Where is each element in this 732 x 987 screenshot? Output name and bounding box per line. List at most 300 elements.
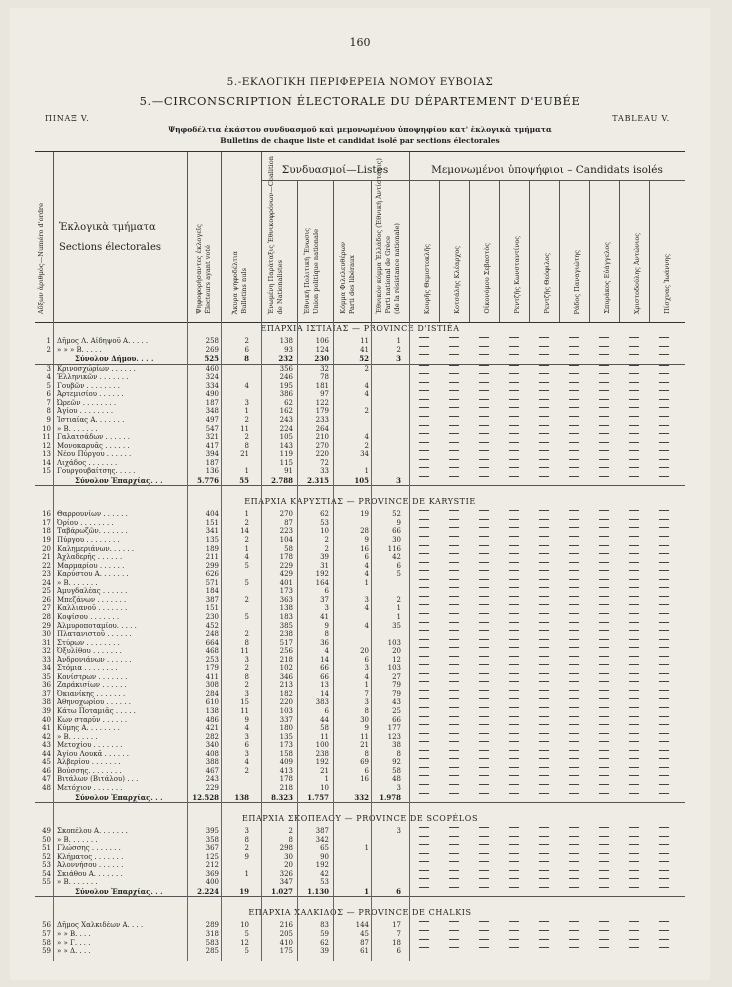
empty-cell-dash bbox=[479, 681, 489, 682]
empty-cell-dash bbox=[419, 399, 429, 400]
cell-value: 189 bbox=[205, 544, 219, 553]
cell-value: 1.130 bbox=[307, 886, 329, 896]
empty-cell-dash bbox=[599, 698, 609, 699]
empty-cell-dash bbox=[509, 613, 519, 614]
cell-value: 105 bbox=[354, 475, 369, 485]
empty-cell-dash bbox=[539, 346, 549, 347]
empty-cell-dash bbox=[629, 613, 639, 614]
cell-value: 2 bbox=[364, 441, 369, 450]
column-rule bbox=[187, 321, 188, 961]
col-header-candidate-4: Ρεντζῆς Κωνσταντίνος bbox=[513, 236, 521, 314]
row-number: 56 bbox=[42, 921, 51, 930]
empty-cell-dash bbox=[659, 545, 669, 546]
cell-value: 9 bbox=[364, 536, 369, 544]
empty-cell-dash bbox=[449, 459, 459, 460]
empty-cell-dash bbox=[629, 562, 639, 563]
cell-value: 104 bbox=[279, 536, 293, 544]
col-header-candidate-3: Οἰκονόμου Σεβαστὸς bbox=[483, 243, 491, 314]
empty-cell-dash bbox=[539, 553, 549, 554]
empty-cell-dash bbox=[659, 346, 669, 347]
empty-cell-dash bbox=[599, 630, 609, 631]
empty-cell-dash bbox=[479, 510, 489, 511]
empty-cell-dash bbox=[479, 579, 489, 580]
empty-cell-dash bbox=[569, 664, 579, 665]
cell-value: 138 bbox=[205, 707, 219, 715]
cell-value: 103 bbox=[387, 638, 401, 647]
empty-cell-dash bbox=[659, 459, 669, 460]
cell-value: 21 bbox=[240, 450, 249, 459]
empty-cell-dash bbox=[599, 545, 609, 546]
empty-cell-dash bbox=[509, 407, 519, 408]
row-number: 23 bbox=[42, 570, 51, 579]
cell-value: 179 bbox=[205, 664, 219, 673]
empty-cell-dash bbox=[569, 673, 579, 674]
empty-cell-dash bbox=[659, 656, 669, 657]
cell-value: 218 bbox=[279, 655, 293, 664]
empty-cell-dash bbox=[509, 887, 519, 888]
section-name: » » Δ. . . . bbox=[57, 947, 91, 956]
cell-value: 69 bbox=[360, 758, 369, 767]
section-name: Καρύστου Α. . . . . . . bbox=[57, 570, 129, 579]
row-number: 11 bbox=[42, 433, 51, 442]
empty-cell-dash bbox=[599, 664, 609, 665]
empty-cell-dash bbox=[659, 793, 669, 794]
empty-cell-dash bbox=[539, 527, 549, 528]
section-name: Βούσσης. . . . . . . . bbox=[57, 766, 122, 775]
cell-value: 6 bbox=[324, 707, 329, 715]
cell-value: 123 bbox=[387, 732, 401, 741]
empty-cell-dash bbox=[449, 613, 459, 614]
cell-value: 238 bbox=[315, 749, 329, 758]
empty-cell-dash bbox=[509, 545, 519, 546]
empty-cell-dash bbox=[539, 442, 549, 443]
row-number: 18 bbox=[42, 527, 51, 536]
cell-value: 264 bbox=[315, 424, 329, 433]
cell-value: 11 bbox=[240, 707, 249, 715]
empty-cell-dash bbox=[569, 442, 579, 443]
empty-cell-dash bbox=[569, 861, 579, 862]
empty-cell-dash bbox=[479, 844, 489, 845]
empty-cell-dash bbox=[569, 545, 579, 546]
empty-cell-dash bbox=[419, 545, 429, 546]
empty-cell-dash bbox=[539, 399, 549, 400]
empty-cell-dash bbox=[659, 407, 669, 408]
cell-value: 394 bbox=[205, 450, 219, 459]
empty-cell-dash bbox=[629, 527, 639, 528]
cell-value: 4 bbox=[364, 561, 369, 570]
col-header-candidate-7: Σπυράκος Εὐάγγελος bbox=[603, 242, 611, 314]
cell-value: 116 bbox=[387, 544, 401, 553]
row-number: 22 bbox=[42, 561, 51, 570]
section-name: Δῆμος Χαλκιδέων Α. . . . bbox=[57, 921, 144, 930]
empty-cell-dash bbox=[449, 365, 459, 366]
cell-value: 3 bbox=[364, 698, 369, 707]
cell-value: 35 bbox=[392, 621, 401, 630]
empty-cell-dash bbox=[419, 450, 429, 451]
empty-cell-dash bbox=[419, 425, 429, 426]
empty-cell-dash bbox=[539, 373, 549, 374]
empty-cell-dash bbox=[419, 365, 429, 366]
cell-value: 6 bbox=[364, 553, 369, 562]
cell-value: 17 bbox=[392, 921, 401, 930]
cell-value: 248 bbox=[205, 630, 219, 639]
empty-cell-dash bbox=[659, 536, 669, 537]
empty-cell-dash bbox=[449, 887, 459, 888]
empty-cell-dash bbox=[509, 707, 519, 708]
empty-cell-dash bbox=[629, 365, 639, 366]
empty-cell-dash bbox=[449, 442, 459, 443]
section-name: Θαρρουνίων . . . . . . bbox=[57, 510, 128, 519]
cell-value: 195 bbox=[279, 381, 293, 390]
empty-cell-dash bbox=[509, 510, 519, 511]
empty-cell-dash bbox=[629, 681, 639, 682]
cell-value: 61 bbox=[360, 947, 369, 956]
cell-value: 4 bbox=[244, 381, 249, 390]
cell-value: 173 bbox=[279, 587, 293, 596]
empty-cell-dash bbox=[659, 639, 669, 640]
empty-cell-dash bbox=[419, 921, 429, 922]
empty-cell-dash bbox=[599, 553, 609, 554]
empty-cell-dash bbox=[479, 870, 489, 871]
cell-value: 31 bbox=[320, 561, 329, 570]
empty-cell-dash bbox=[509, 382, 519, 383]
empty-cell-dash bbox=[599, 750, 609, 751]
empty-cell-dash bbox=[599, 707, 609, 708]
empty-cell-dash bbox=[479, 750, 489, 751]
cell-value: 490 bbox=[205, 390, 219, 399]
cell-value: 11 bbox=[320, 732, 329, 741]
empty-cell-dash bbox=[509, 750, 519, 751]
candidates-group-header: Μεμονωμένοι ὑποψήφιοι – Candidats isolés bbox=[431, 164, 663, 176]
cell-value: 211 bbox=[205, 553, 219, 562]
cell-value: 5 bbox=[244, 561, 249, 570]
empty-cell-dash bbox=[569, 767, 579, 768]
cell-value: 119 bbox=[279, 450, 293, 459]
column-rule bbox=[53, 321, 54, 961]
empty-cell-dash bbox=[599, 741, 609, 742]
cell-value: 525 bbox=[204, 354, 219, 364]
empty-cell-dash bbox=[509, 870, 519, 871]
cell-value: 151 bbox=[205, 518, 219, 527]
empty-cell-dash bbox=[509, 337, 519, 338]
empty-cell-dash bbox=[569, 459, 579, 460]
empty-cell-dash bbox=[449, 425, 459, 426]
cell-value: 346 bbox=[279, 672, 293, 681]
province-heading: ΕΠΑΡΧΙΑ ΙΣΤΙΑΙΑΣ — PROVINCE D'ISTIÉA bbox=[260, 324, 460, 333]
row-number: 13 bbox=[42, 450, 51, 459]
empty-cell-dash bbox=[419, 647, 429, 648]
empty-cell-dash bbox=[659, 921, 669, 922]
empty-cell-dash bbox=[509, 579, 519, 580]
empty-cell-dash bbox=[599, 354, 609, 355]
section-name: Ἁγίου Λουκᾶ . . . . . . bbox=[57, 749, 130, 758]
empty-cell-dash bbox=[539, 450, 549, 451]
empty-cell-dash bbox=[509, 947, 519, 948]
col-header-section: Ἐκλογικὰ τμήματα bbox=[59, 222, 156, 233]
empty-cell-dash bbox=[419, 853, 429, 854]
section-name: Μετόχιον . . . . . . . bbox=[57, 783, 123, 792]
empty-cell-dash bbox=[629, 639, 639, 640]
cell-value: 4 bbox=[364, 604, 369, 613]
empty-cell-dash bbox=[539, 673, 549, 674]
cell-value: 467 bbox=[205, 766, 219, 775]
empty-cell-dash bbox=[629, 930, 639, 931]
empty-cell-dash bbox=[659, 947, 669, 948]
cell-value: 8 bbox=[324, 630, 329, 639]
cell-value: 4 bbox=[364, 433, 369, 442]
empty-cell-dash bbox=[419, 698, 429, 699]
empty-cell-dash bbox=[539, 536, 549, 537]
empty-cell-dash bbox=[449, 596, 459, 597]
cell-value: 12 bbox=[392, 655, 401, 664]
empty-cell-dash bbox=[569, 416, 579, 417]
empty-cell-dash bbox=[479, 775, 489, 776]
empty-cell-dash bbox=[659, 750, 669, 751]
empty-cell-dash bbox=[449, 570, 459, 571]
section-name: Μετοχίου . . . . . . . bbox=[57, 741, 123, 750]
empty-cell-dash bbox=[419, 724, 429, 725]
empty-cell-dash bbox=[479, 690, 489, 691]
section-divider bbox=[35, 896, 685, 897]
empty-cell-dash bbox=[509, 476, 519, 477]
empty-cell-dash bbox=[509, 758, 519, 759]
empty-cell-dash bbox=[629, 433, 639, 434]
cell-value: 3 bbox=[244, 689, 249, 698]
empty-cell-dash bbox=[629, 741, 639, 742]
cell-value: 332 bbox=[354, 792, 369, 802]
empty-cell-dash bbox=[599, 784, 609, 785]
empty-cell-dash bbox=[479, 450, 489, 451]
empty-cell-dash bbox=[539, 664, 549, 665]
row-number: 58 bbox=[42, 938, 51, 947]
cell-value: 401 bbox=[279, 578, 293, 587]
empty-cell-dash bbox=[509, 656, 519, 657]
empty-cell-dash bbox=[449, 630, 459, 631]
cell-value: 246 bbox=[279, 373, 293, 382]
section-name: Ὀξυλίθου . . . . . . . bbox=[57, 647, 122, 656]
cell-value: 2 bbox=[244, 844, 249, 853]
empty-cell-dash bbox=[659, 775, 669, 776]
empty-cell-dash bbox=[539, 930, 549, 931]
cell-value: 1.978 bbox=[379, 792, 401, 802]
empty-cell-dash bbox=[629, 416, 639, 417]
empty-cell-dash bbox=[569, 587, 579, 588]
empty-cell-dash bbox=[449, 784, 459, 785]
empty-cell-dash bbox=[629, 545, 639, 546]
row-number: 24 bbox=[42, 578, 51, 587]
section-name: Γλώσσης . . . . . . . bbox=[57, 844, 121, 853]
empty-cell-dash bbox=[449, 579, 459, 580]
cell-value: 2 bbox=[396, 595, 401, 604]
row-number: 41 bbox=[42, 724, 51, 733]
cell-value: 321 bbox=[205, 433, 219, 442]
empty-cell-dash bbox=[479, 878, 489, 879]
row-number: 39 bbox=[42, 707, 51, 715]
empty-cell-dash bbox=[539, 681, 549, 682]
empty-cell-dash bbox=[419, 947, 429, 948]
cell-value: 8 bbox=[364, 749, 369, 758]
cell-value: 5 bbox=[244, 930, 249, 938]
empty-cell-dash bbox=[569, 373, 579, 374]
empty-cell-dash bbox=[509, 416, 519, 417]
cell-value: 318 bbox=[205, 930, 219, 938]
cell-value: 13 bbox=[320, 681, 329, 690]
empty-cell-dash bbox=[539, 562, 549, 563]
subtitle-greek: Ψηφοδέλτια ἑκάστου συνδυασμοῦ καὶ μεμονωμένου ὑποψηφίου κατ' ἐκλογικὰ τμήματα bbox=[168, 125, 552, 134]
row-number: 1 bbox=[46, 337, 51, 345]
empty-cell-dash bbox=[599, 861, 609, 862]
col-header-list4: Ἐθνικὸν κόμμα Ἑλλάδος (Ἐθνικὴ Ἀντίστασις) bbox=[375, 158, 383, 314]
empty-cell-dash bbox=[479, 476, 489, 477]
section-name: Ἀλμυροποταμίου. . . . . bbox=[57, 621, 137, 630]
cell-value: 6 bbox=[396, 886, 401, 896]
cell-value: 5 bbox=[396, 570, 401, 579]
empty-cell-dash bbox=[419, 337, 429, 338]
empty-cell-dash bbox=[509, 673, 519, 674]
empty-cell-dash bbox=[539, 861, 549, 862]
empty-cell-dash bbox=[599, 450, 609, 451]
cell-value: 3 bbox=[396, 475, 401, 485]
empty-cell-dash bbox=[569, 656, 579, 657]
empty-cell-dash bbox=[509, 878, 519, 879]
cell-value: 30 bbox=[392, 536, 401, 544]
empty-cell-dash bbox=[539, 939, 549, 940]
empty-cell-dash bbox=[509, 587, 519, 588]
cell-value: 3 bbox=[396, 827, 401, 836]
empty-cell-dash bbox=[629, 553, 639, 554]
page-number: 160 bbox=[349, 36, 371, 49]
empty-cell-dash bbox=[479, 337, 489, 338]
empty-cell-dash bbox=[569, 570, 579, 571]
empty-cell-dash bbox=[509, 853, 519, 854]
row-number: 19 bbox=[42, 536, 51, 544]
empty-cell-dash bbox=[539, 827, 549, 828]
empty-cell-dash bbox=[509, 399, 519, 400]
cell-value: 1 bbox=[244, 869, 249, 878]
empty-cell-dash bbox=[569, 510, 579, 511]
cell-value: 12.528 bbox=[192, 792, 219, 802]
section-name: Στύρων . . . . . . . . bbox=[57, 638, 120, 647]
cell-value: 97 bbox=[320, 390, 329, 399]
cell-value: 53 bbox=[320, 518, 329, 527]
empty-cell-dash bbox=[659, 354, 669, 355]
empty-cell-dash bbox=[539, 519, 549, 520]
empty-cell-dash bbox=[659, 930, 669, 931]
cell-value: 421 bbox=[205, 724, 219, 733]
empty-cell-dash bbox=[629, 442, 639, 443]
empty-cell-dash bbox=[449, 476, 459, 477]
cell-value: 9 bbox=[244, 852, 249, 861]
empty-cell-dash bbox=[449, 767, 459, 768]
cell-value: 53 bbox=[320, 878, 329, 887]
empty-cell-dash bbox=[659, 365, 669, 366]
cell-value: 91 bbox=[284, 467, 293, 476]
cell-value: 144 bbox=[355, 921, 369, 930]
empty-cell-dash bbox=[629, 853, 639, 854]
cell-value: 27 bbox=[392, 672, 401, 681]
empty-cell-dash bbox=[629, 587, 639, 588]
empty-cell-dash bbox=[419, 758, 429, 759]
section-name: Πλατανιστοῦ . . . . . . bbox=[57, 630, 132, 639]
empty-cell-dash bbox=[659, 382, 669, 383]
empty-cell-dash bbox=[599, 399, 609, 400]
empty-cell-dash bbox=[599, 562, 609, 563]
empty-cell-dash bbox=[629, 716, 639, 717]
section-name: Κλήματος . . . . . . . bbox=[57, 852, 124, 861]
empty-cell-dash bbox=[569, 639, 579, 640]
empty-cell-dash bbox=[479, 587, 489, 588]
empty-cell-dash bbox=[539, 407, 549, 408]
cell-value: 38 bbox=[392, 741, 401, 750]
cell-value: 102 bbox=[279, 664, 293, 673]
empty-cell-dash bbox=[629, 622, 639, 623]
empty-cell-dash bbox=[629, 382, 639, 383]
section-name: Ὀκιανίκης . . . . . . . bbox=[57, 689, 126, 698]
section-name: Ἀθηνοχωρίου . . . . . . bbox=[57, 698, 131, 707]
cell-value: 41 bbox=[360, 345, 369, 354]
empty-cell-dash bbox=[599, 570, 609, 571]
empty-cell-dash bbox=[659, 827, 669, 828]
empty-cell-dash bbox=[419, 382, 429, 383]
empty-cell-dash bbox=[569, 758, 579, 759]
cell-value: 5 bbox=[244, 578, 249, 587]
empty-cell-dash bbox=[599, 613, 609, 614]
cell-value: 122 bbox=[315, 398, 329, 407]
empty-cell-dash bbox=[419, 553, 429, 554]
empty-cell-dash bbox=[569, 354, 579, 355]
empty-cell-dash bbox=[629, 887, 639, 888]
empty-cell-dash bbox=[449, 604, 459, 605]
empty-cell-dash bbox=[419, 750, 429, 751]
cell-value: 347 bbox=[279, 878, 293, 887]
empty-cell-dash bbox=[479, 425, 489, 426]
column-rule bbox=[333, 321, 334, 961]
row-number: 32 bbox=[42, 647, 51, 656]
empty-cell-dash bbox=[629, 579, 639, 580]
empty-cell-dash bbox=[479, 707, 489, 708]
cell-value: 59 bbox=[320, 930, 329, 938]
empty-cell-dash bbox=[539, 844, 549, 845]
empty-cell-dash bbox=[479, 459, 489, 460]
empty-cell-dash bbox=[539, 887, 549, 888]
cell-value: 179 bbox=[315, 407, 329, 416]
cell-value: 216 bbox=[279, 921, 293, 930]
empty-cell-dash bbox=[509, 939, 519, 940]
cell-value: 175 bbox=[279, 947, 293, 956]
cell-value: 44 bbox=[320, 715, 329, 724]
cell-value: 181 bbox=[315, 381, 329, 390]
cell-value: 571 bbox=[205, 578, 219, 587]
cell-value: 2 bbox=[396, 345, 401, 354]
empty-cell-dash bbox=[569, 579, 579, 580]
empty-cell-dash bbox=[479, 647, 489, 648]
empty-cell-dash bbox=[599, 836, 609, 837]
empty-cell-dash bbox=[629, 630, 639, 631]
column-rule bbox=[409, 321, 410, 961]
cell-value: 9 bbox=[364, 724, 369, 733]
cell-value: 3 bbox=[244, 655, 249, 664]
empty-cell-dash bbox=[509, 562, 519, 563]
empty-cell-dash bbox=[659, 390, 669, 391]
cell-value: 282 bbox=[205, 732, 219, 741]
empty-cell-dash bbox=[539, 698, 549, 699]
cell-value: 135 bbox=[279, 732, 293, 741]
empty-cell-dash bbox=[569, 536, 579, 537]
empty-cell-dash bbox=[509, 741, 519, 742]
empty-cell-dash bbox=[599, 716, 609, 717]
cell-value: 2 bbox=[244, 630, 249, 639]
empty-cell-dash bbox=[449, 510, 459, 511]
